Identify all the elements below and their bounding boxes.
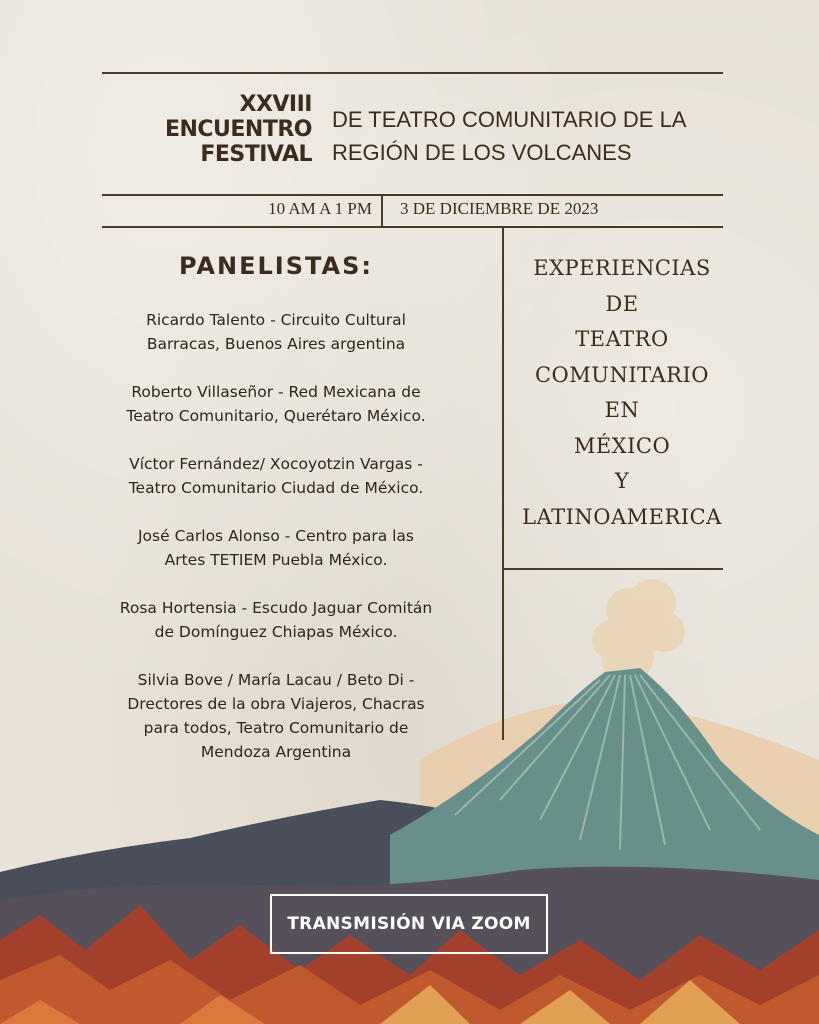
panelist-item <box>95 452 457 500</box>
panelist-line: de Domínguez Chiapas México. <box>154 623 398 641</box>
festival-title-block <box>150 92 312 167</box>
panelist-line: Teatro Comunitario Ciudad de México. <box>128 479 424 497</box>
panelist-line: Silvia Bove / María Lacau / Beto Di - <box>137 671 415 689</box>
schedule-date: 3 DE DICIEMBRE DE 2023 <box>400 199 599 218</box>
theme-bottom-rule <box>502 568 723 570</box>
theme-word: COMUNITARIO <box>534 362 709 387</box>
zoom-transmission-button[interactable]: TRANSMISIÓN VIA ZOOM <box>270 894 548 954</box>
theme-word: Y <box>614 469 630 493</box>
panelist-line: Roberto Villaseñor - Red Mexicana de <box>131 383 421 401</box>
theme-word: DE <box>605 291 639 316</box>
festival-subtitle-line2: REGIÓN DE LOS VOLCANES <box>332 140 632 165</box>
panelist-line: Drectores de la obra Viajeros, Chacras <box>127 695 425 713</box>
festival-subtitle-line1: DE TEATRO COMUNITARIO DE LA <box>332 107 687 132</box>
schedule-divider <box>381 196 383 226</box>
panelist-item <box>95 308 457 356</box>
panelist-line: Víctor Fernández/ Xocoyotzin Vargas - <box>129 455 423 473</box>
panelist-item <box>95 524 457 572</box>
panelists-list <box>95 308 457 788</box>
panelist-line: Mendoza Argentina <box>200 743 352 761</box>
theme-word: TEATRO <box>575 327 669 351</box>
schedule-bottom-rule <box>102 226 723 228</box>
panelist-item-last <box>95 668 457 764</box>
panelist-item <box>95 596 457 644</box>
schedule-time: 10 AM A 1 PM <box>268 199 372 218</box>
festival-subtitle <box>332 103 712 169</box>
panelist-line: José Carlos Alonso - Centro para las <box>137 527 415 545</box>
column-divider <box>502 228 504 740</box>
panelist-line: Teatro Comunitario, Querétaro México. <box>126 407 426 425</box>
theme-word: MÉXICO <box>573 433 671 458</box>
panelist-line: Rosa Hortensia - Escudo Jaguar Comitán <box>119 599 433 617</box>
theme-word: LATINOAMERICA <box>522 504 722 529</box>
top-rule <box>102 72 723 74</box>
theme-block <box>508 251 736 535</box>
panelist-item <box>95 380 457 428</box>
panelist-line: Barracas, Buenos Aires argentina <box>146 335 406 353</box>
theme-word: EXPERIENCIAS <box>533 256 711 280</box>
panelist-line: para todos, Teatro Comunitario de <box>143 719 409 737</box>
theme-word: EN <box>604 398 640 422</box>
panelist-line: Artes TETIEM Puebla México. <box>164 551 388 569</box>
panelists-heading: PANELISTAS: <box>179 252 373 280</box>
festival-edition: XXVIII <box>239 92 312 117</box>
schedule-top-rule <box>102 194 723 196</box>
panelist-line: Ricardo Talento - Circuito Cultural <box>146 311 406 329</box>
festival-line-festival: FESTIVAL <box>200 142 312 167</box>
festival-line-encuentro: ENCUENTRO <box>164 117 312 142</box>
